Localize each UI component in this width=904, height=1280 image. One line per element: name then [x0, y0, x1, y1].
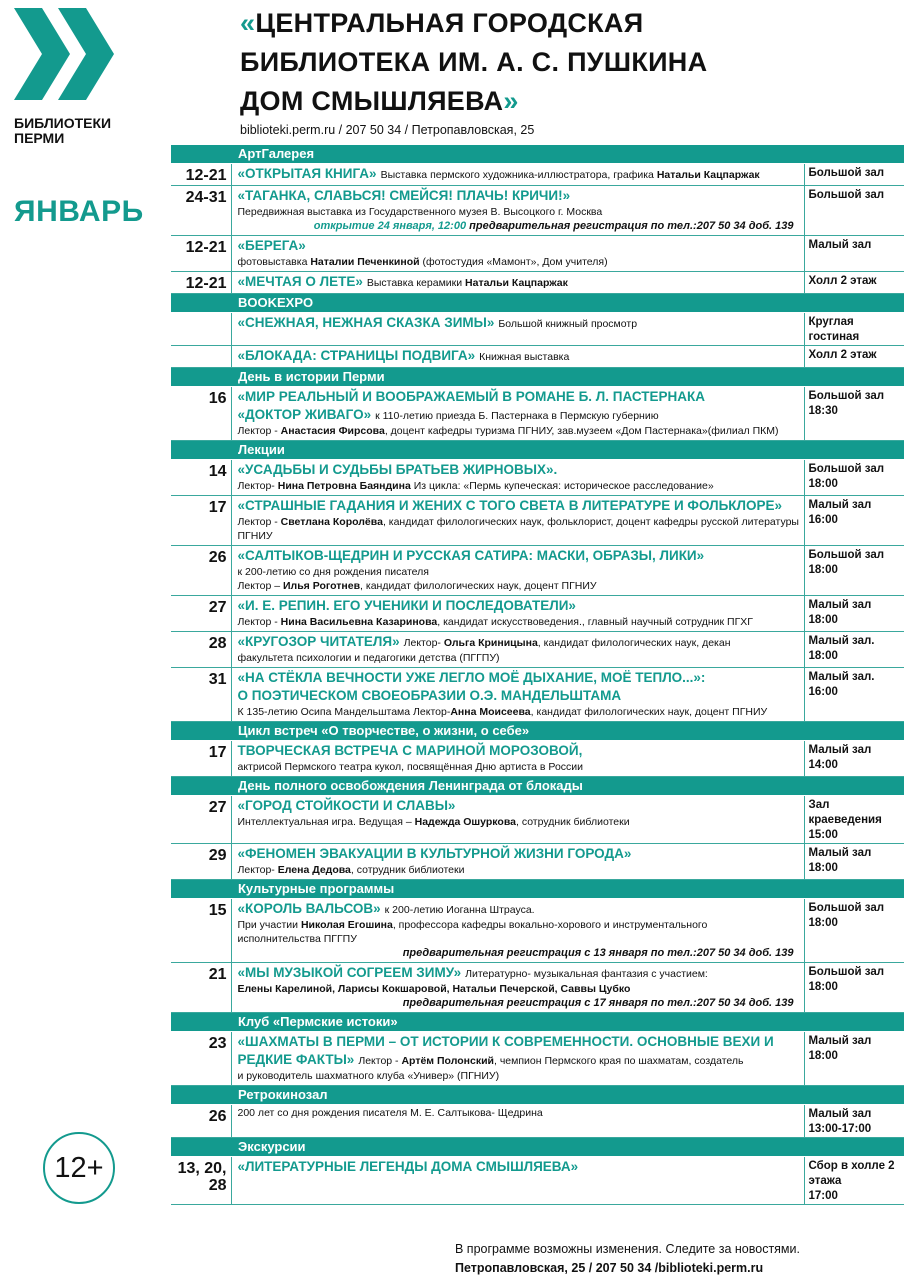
- event-venue: [804, 632, 904, 668]
- event-note-line: [238, 255, 800, 269]
- double-chevron-logo-icon: [14, 8, 118, 100]
- event-title: «МЕЧТАЯ О ЛЕТЕ»: [237, 274, 363, 289]
- event-date: 29: [171, 844, 231, 880]
- event-title2-note-name: Артём Полонский: [401, 1055, 494, 1067]
- event-title-line: [238, 314, 800, 332]
- event-title-line: [238, 388, 800, 406]
- event-note-line: исполнительства ПГГПУ: [237, 933, 357, 945]
- event-note-text: Лектор-: [237, 480, 278, 492]
- event-note-line: [238, 479, 800, 493]
- event-details: [231, 1157, 804, 1205]
- event-venue: [804, 346, 904, 368]
- venue-name: Малый зал.: [808, 671, 875, 683]
- event-venue: [804, 546, 904, 596]
- event-details: [231, 632, 804, 668]
- event-date: 26: [171, 546, 231, 596]
- event-title: «ФЕНОМЕН ЭВАКУАЦИИ В КУЛЬТУРНОЙ ЖИЗНИ ГОРОДА»: [237, 846, 632, 861]
- event-venue: [804, 963, 904, 1013]
- event-note-text: , кандидат филологических наук, доцент ПГНИУ: [530, 706, 768, 718]
- section-header: [171, 441, 904, 460]
- event-note-text: , профессора кафедры вокально-хорового и инструментального: [392, 919, 708, 931]
- event-title: «НА СТЁКЛА ВЕЧНОСТИ УЖЕ ЛЕГЛО МОЁ ДЫХАНИЕ, МОЁ ТЕПЛО...»:: [237, 670, 706, 685]
- header-title-1: ЦЕНТРАЛЬНАЯ ГОРОДСКАЯ: [255, 8, 644, 38]
- venue-name: Малый зал: [808, 847, 872, 859]
- event-venue: [804, 313, 904, 346]
- section-title: BOOKEXPO: [171, 294, 904, 313]
- event-row: [171, 387, 904, 441]
- event-note-line: факультета психологии и педагогики детства (ПГГПУ): [237, 652, 500, 664]
- event-venue: [804, 899, 904, 963]
- event-title: «СТРАШНЫЕ ГАДАНИЯ И ЖЕНИХ С ТОГО СВЕТА В ЛИТЕРАТУРЕ И ФОЛЬКЛОРЕ»: [237, 498, 783, 513]
- event-venue: [804, 796, 904, 844]
- event-date: 15: [171, 899, 231, 963]
- event-row: [171, 236, 904, 272]
- venue-name: Малый зал: [808, 1035, 872, 1047]
- event-details: [231, 186, 804, 236]
- event-details: [231, 899, 804, 963]
- event-date: 28: [171, 632, 231, 668]
- event-note-text: Лектор –: [237, 580, 283, 592]
- event-note-line: 200 лет со дня рождения писателя М. Е. Салтыкова- Щедрина: [237, 1107, 543, 1119]
- event-title-line: [238, 669, 800, 687]
- event-note-name: Нина Васильевна Казаринова: [280, 616, 438, 628]
- event-date: 26: [171, 1105, 231, 1138]
- event-title-line: [238, 273, 800, 291]
- event-details: [231, 1032, 804, 1086]
- event-title2-note: к 110-летию приезда Б. Пастернака в Пермскую губернию: [375, 410, 659, 422]
- venue-name: Малый зал.: [808, 635, 875, 647]
- event-details: [231, 844, 804, 880]
- event-time: 15:00: [808, 829, 838, 841]
- header-line-2: БИБЛИОТЕКА ИМ. А. С. ПУШКИНА: [240, 47, 708, 77]
- event-time: 18:00: [808, 614, 838, 626]
- event-title-line: [238, 964, 800, 982]
- event-time: 18:30: [808, 405, 838, 417]
- event-title: «УСАДЬБЫ И СУДЬБЫ БРАТЬЕВ ЖИРНОВЫХ».: [237, 462, 558, 477]
- schedule-table: [171, 145, 904, 1205]
- event-time: 16:00: [808, 514, 838, 526]
- event-row: [171, 963, 904, 1013]
- page-header: [240, 4, 880, 137]
- event-note-name: Анастасия Фирсова: [280, 425, 385, 437]
- event-time: 18:00: [808, 862, 838, 874]
- section-title: День полного освобождения Ленинграда от блокады: [171, 777, 904, 796]
- event-registration: [238, 996, 800, 1010]
- event-note-name: Елены Карелиной, Ларисы Кокшаровой, Натальи Печерской, Саввы Цубко: [237, 983, 631, 995]
- footer: [455, 1240, 800, 1278]
- event-note-text: Лектор -: [237, 425, 281, 437]
- venue-name: Большой зал: [808, 189, 885, 201]
- event-time: 18:00: [808, 1050, 838, 1062]
- section-header: [171, 722, 904, 741]
- event-venue: [804, 387, 904, 441]
- event-time: 14:00: [808, 759, 838, 771]
- event-date: 14: [171, 460, 231, 496]
- event-details: [231, 1105, 804, 1138]
- section-title: Культурные программы: [171, 880, 904, 899]
- event-date: 13, 20, 28: [171, 1157, 231, 1205]
- event-date: 16: [171, 387, 231, 441]
- venue-name: Зал краеведения: [808, 799, 882, 826]
- event-details: [231, 346, 804, 368]
- event-note-line: [238, 863, 800, 877]
- event-date: [171, 313, 231, 346]
- event-row: [171, 346, 904, 368]
- event-registration: [238, 219, 800, 233]
- event-details: [231, 272, 804, 294]
- event-time: 18:00: [808, 650, 838, 662]
- event-row: [171, 668, 904, 722]
- header-line-1: [240, 4, 880, 43]
- event-title-line: [238, 797, 800, 815]
- open-quote: «: [240, 8, 256, 38]
- footer-notice: В программе возможны изменения. Следите за новостями.: [455, 1242, 800, 1256]
- event-note-name: Надежда Ошуркова: [414, 816, 516, 828]
- event-title-note: Лектор-: [403, 637, 444, 649]
- event-row: [171, 796, 904, 844]
- event-details: [231, 496, 804, 546]
- event-note-text: К 135-летию Осипа Мандельштама Лектор-: [237, 706, 451, 718]
- section-header: [171, 1013, 904, 1032]
- event-note-line: [238, 424, 800, 438]
- event-title-note-name: Натальи Кацпаржак: [465, 277, 568, 289]
- section-header: [171, 777, 904, 796]
- event-time: 17:00: [808, 1190, 838, 1202]
- event-date: [171, 346, 231, 368]
- event-venue: [804, 496, 904, 546]
- event-registration-text: предварительная регистрация с 13 января по тел.:207 50 34 доб. 139: [402, 947, 794, 959]
- event-venue: [804, 1157, 904, 1205]
- event-note-text: фотовыставка: [237, 256, 311, 268]
- event-note-name: Николая Егошина: [300, 919, 393, 931]
- venue-name: Малый зал: [808, 239, 872, 251]
- event-note-line: и руководитель шахматного клуба «Универ» (ПГНИУ): [237, 1070, 500, 1082]
- section-title: День в истории Перми: [171, 368, 904, 387]
- event-time: 16:00: [808, 686, 838, 698]
- event-title: «ЛИТЕРАТУРНЫЕ ЛЕГЕНДЫ ДОМА СМЫШЛЯЕВА»: [237, 1159, 579, 1174]
- event-title: «БЕРЕГА»: [237, 238, 306, 253]
- event-title-2: «ДОКТОР ЖИВАГО»: [237, 407, 372, 422]
- brand-name: БИБЛИОТЕКИ ПЕРМИ: [14, 115, 112, 146]
- event-details: [231, 741, 804, 777]
- event-title-line: [238, 237, 800, 255]
- event-row: [171, 741, 904, 777]
- event-details: [231, 460, 804, 496]
- venue-name: Холл 2 этаж: [808, 349, 877, 361]
- event-note-text: Лектор -: [237, 516, 281, 528]
- event-title-line-2: [238, 687, 800, 705]
- footer-contacts: Петропавловская, 25 / 207 50 34 /biblioteki.perm.ru: [455, 1261, 764, 1275]
- section-title: Ретрокинозал: [171, 1086, 904, 1105]
- event-title-note: Выставка керамики: [366, 277, 466, 289]
- event-note-name: Наталии Печенкиной: [310, 256, 420, 268]
- event-date: 17: [171, 741, 231, 777]
- event-note-text: (фотостудия «Мамонт», Дом учителя): [419, 256, 608, 268]
- event-details: [231, 164, 804, 186]
- event-details: [231, 313, 804, 346]
- event-title2-note: Лектор -: [358, 1055, 402, 1067]
- event-note-line: [238, 515, 800, 543]
- event-title-note-name: Ольга Криницына: [443, 637, 538, 649]
- event-note-text: Из цикла: «Пермь купеческая: историческое расследование»: [410, 480, 714, 492]
- event-title-line: [238, 497, 800, 515]
- section-header: [171, 145, 904, 164]
- event-venue: [804, 1032, 904, 1086]
- venue-name: Большой зал: [808, 167, 885, 179]
- section-header: [171, 1086, 904, 1105]
- event-note-text: , доцент кафедры туризма ПГНИУ, зав.музеем «Дом Пастернака»(филиал ПКМ): [384, 425, 779, 437]
- event-title-line: [238, 461, 800, 479]
- event-note-line: [238, 615, 800, 629]
- event-time: 18:00: [808, 564, 838, 576]
- event-note-text: Лектор -: [237, 616, 281, 628]
- event-title-2: РЕДКИЕ ФАКТЫ»: [237, 1052, 355, 1067]
- event-title: ТВОРЧЕСКАЯ ВСТРЕЧА С МАРИНОЙ МОРОЗОВОЙ,: [237, 743, 583, 758]
- event-row: [171, 272, 904, 294]
- event-note-line: Передвижная выставка из Государственного музея В. Высоцкого г. Москва: [237, 206, 603, 218]
- event-row: [171, 313, 904, 346]
- event-details: [231, 387, 804, 441]
- event-row: [171, 460, 904, 496]
- event-title: «ОТКРЫТАЯ КНИГА»: [237, 166, 377, 181]
- event-details: [231, 963, 804, 1013]
- event-title: «ТАГАНКА, СЛАВЬСЯ! СМЕЙСЯ! ПЛАЧЬ! КРИЧИ!»: [237, 188, 571, 203]
- section-header: [171, 1138, 904, 1157]
- brand-block: [14, 8, 134, 146]
- event-details: [231, 796, 804, 844]
- event-title: «ГОРОД СТОЙКОСТИ И СЛАВЫ»: [237, 798, 456, 813]
- event-note-line: к 200-летию со дня рождения писателя: [237, 566, 429, 578]
- event-row: [171, 1032, 904, 1086]
- section-title: Лекции: [171, 441, 904, 460]
- event-note-name: Анна Моисеева: [450, 706, 531, 718]
- venue-name: Сбор в холле 2 этажа: [808, 1160, 895, 1187]
- venue-name: Большой зал: [808, 902, 885, 914]
- event-venue: [804, 741, 904, 777]
- event-note-text: , сотрудник библиотеки: [350, 864, 465, 876]
- event-row: [171, 899, 904, 963]
- event-note-text: , кандидат филологических наук, доцент ПГНИУ: [360, 580, 597, 592]
- event-title-note: к 200-летию Иоганна Штрауса.: [384, 904, 535, 916]
- event-note-text: , кандидат филологических наук, фольклорист, доцент кафедры русской литературы ПГНИУ: [237, 516, 799, 542]
- event-venue: [804, 164, 904, 186]
- event-note-text: Интеллектуальная игра. Ведущая –: [237, 816, 415, 828]
- event-title: «БЛОКАДА: СТРАНИЦЫ ПОДВИГА»: [237, 348, 476, 363]
- event-row: [171, 546, 904, 596]
- event-title-note: Книжная выставка: [479, 351, 570, 363]
- event-note-text: При участии: [237, 919, 301, 931]
- venue-name: Малый зал: [808, 599, 872, 611]
- event-details: [231, 236, 804, 272]
- event-title-line-2: [238, 406, 800, 424]
- section-header: [171, 880, 904, 899]
- event-title-line: [238, 1033, 800, 1051]
- section-header: [171, 294, 904, 313]
- header-line-3: [240, 82, 880, 121]
- event-time: 13:00-17:00: [808, 1123, 872, 1135]
- event-venue: [804, 668, 904, 722]
- event-date: 24-31: [171, 186, 231, 236]
- event-venue: [804, 596, 904, 632]
- event-title-line: [238, 633, 800, 651]
- event-row: [171, 596, 904, 632]
- event-note-line: [238, 982, 800, 996]
- event-note-name: Елена Дедова: [277, 864, 351, 876]
- event-venue: [804, 460, 904, 496]
- event-date: 23: [171, 1032, 231, 1086]
- event-title-note-name: Натальи Кацпаржак: [656, 169, 760, 181]
- venue-name: Большой зал: [808, 390, 885, 402]
- venue-name: Большой зал: [808, 966, 885, 978]
- section-title: АртГалерея: [171, 145, 904, 164]
- event-title: «МЫ МУЗЫКОЙ СОГРЕЕМ ЗИМУ»: [237, 965, 462, 980]
- event-registration: [238, 946, 800, 960]
- close-quote: »: [503, 86, 519, 116]
- event-details: [231, 546, 804, 596]
- venue-name: Большой зал: [808, 549, 885, 561]
- event-title-note: Большой книжный просмотр: [498, 318, 638, 330]
- month-title: ЯНВАРЬ: [14, 195, 144, 228]
- event-title: «МИР РЕАЛЬНЫЙ И ВООБРАЖАЕМЫЙ В РОМАНЕ Б. Л. ПАСТЕРНАКА: [237, 389, 706, 404]
- event-note-line: [238, 815, 800, 829]
- event-title: «КРУГОЗОР ЧИТАТЕЛЯ»: [237, 634, 400, 649]
- header-contacts: biblioteki.perm.ru / 207 50 34 / Петропавловская, 25: [240, 123, 535, 137]
- event-title-line: [238, 742, 800, 760]
- section-title: Экскурсии: [171, 1138, 904, 1157]
- event-time: 18:00: [808, 981, 838, 993]
- section-title: Цикл встреч «О творчестве, о жизни, о себе»: [171, 722, 904, 741]
- event-registration-text: предварительная регистрация с 17 января по тел.:207 50 34 доб. 139: [402, 997, 794, 1009]
- event-venue: [804, 236, 904, 272]
- event-note-name: Нина Петровна Баяндина: [277, 480, 411, 492]
- event-row: [171, 186, 904, 236]
- event-title-line: [238, 597, 800, 615]
- event-note-line: актрисой Пермского театра кукол, посвящённая Дню артиста в России: [237, 761, 584, 773]
- venue-name: Малый зал: [808, 744, 872, 756]
- venue-name: Большой зал: [808, 463, 885, 475]
- event-row: [171, 844, 904, 880]
- event-details: [231, 596, 804, 632]
- event-date: 31: [171, 668, 231, 722]
- venue-name: Круглая гостиная: [808, 316, 860, 343]
- event-note-name: Светлана Королёва: [280, 516, 383, 528]
- header-title-3: ДОМ СМЫШЛЯЕВА: [240, 86, 504, 116]
- event-time: 18:00: [808, 478, 838, 490]
- event-title: «ШАХМАТЫ В ПЕРМИ – ОТ ИСТОРИИ К СОВРЕМЕННОСТИ. ОСНОВНЫЕ ВЕХИ И: [237, 1034, 774, 1049]
- event-title-line: [238, 547, 800, 565]
- event-title2-note-tail: , чемпион Пермского края по шахматам, создатель: [494, 1055, 744, 1067]
- event-date: 27: [171, 796, 231, 844]
- event-title-note: Выставка пермского художника-иллюстратора, графика: [380, 169, 657, 181]
- event-date: 21: [171, 963, 231, 1013]
- event-date: 12-21: [171, 164, 231, 186]
- event-venue: [804, 1105, 904, 1138]
- event-row: [171, 1157, 904, 1205]
- event-date: 17: [171, 496, 231, 546]
- event-note-text: Лектор-: [237, 864, 278, 876]
- event-note-name: Илья Роготнев: [283, 580, 361, 592]
- event-title-line: [238, 900, 800, 918]
- event-registration-text: предварительная регистрация по тел.:207 50 34 доб. 139: [469, 220, 794, 232]
- event-row: [171, 632, 904, 668]
- event-venue: [804, 186, 904, 236]
- event-note-text: , сотрудник библиотеки: [516, 816, 630, 828]
- event-title: «САЛТЫКОВ-ЩЕДРИН И РУССКАЯ САТИРА: МАСКИ, ОБРАЗЫ, ЛИКИ»: [237, 548, 705, 563]
- event-details: [231, 668, 804, 722]
- event-row: [171, 164, 904, 186]
- section-title: Клуб «Пермские истоки»: [171, 1013, 904, 1032]
- venue-name: Холл 2 этаж: [808, 275, 877, 287]
- event-time: 18:00: [808, 917, 838, 929]
- event-opening: открытие 24 января, 12:00: [313, 220, 470, 232]
- event-row: [171, 496, 904, 546]
- venue-name: Малый зал: [808, 499, 872, 511]
- venue-name: Малый зал: [808, 1108, 872, 1120]
- event-title-note: Литературно- музыкальная фантазия с участием:: [465, 968, 708, 980]
- event-note-line: [238, 579, 800, 593]
- event-title-line-2: [238, 1051, 800, 1069]
- event-title-line: [238, 347, 800, 365]
- event-row: [171, 1105, 904, 1138]
- event-title: «КОРОЛЬ ВАЛЬСОВ»: [237, 901, 381, 916]
- event-title: «И. Е. РЕПИН. ЕГО УЧЕНИКИ И ПОСЛЕДОВАТЕЛИ»: [237, 598, 576, 613]
- event-title-line: [238, 845, 800, 863]
- event-title-2: О ПОЭТИЧЕСКОМ СВОЕОБРАЗИИ О.Э. МАНДЕЛЬШТАМА: [237, 688, 622, 703]
- event-note-line: [238, 918, 800, 932]
- event-title-note-tail: , кандидат филологических наук, декан: [537, 637, 731, 649]
- event-title-line: [238, 165, 800, 183]
- event-date: 12-21: [171, 272, 231, 294]
- event-title-line: [238, 1158, 800, 1176]
- event-title-line: [238, 187, 800, 205]
- event-date: 27: [171, 596, 231, 632]
- event-title: «СНЕЖНАЯ, НЕЖНАЯ СКАЗКА ЗИМЫ»: [237, 315, 495, 330]
- event-venue: [804, 844, 904, 880]
- age-rating-badge: 12+: [43, 1132, 115, 1204]
- event-date: 12-21: [171, 236, 231, 272]
- section-header: [171, 368, 904, 387]
- event-note-line: [238, 705, 800, 719]
- event-note-text: , кандидат искусствоведения., главный научный сотрудник ПГХГ: [437, 616, 753, 628]
- event-venue: [804, 272, 904, 294]
